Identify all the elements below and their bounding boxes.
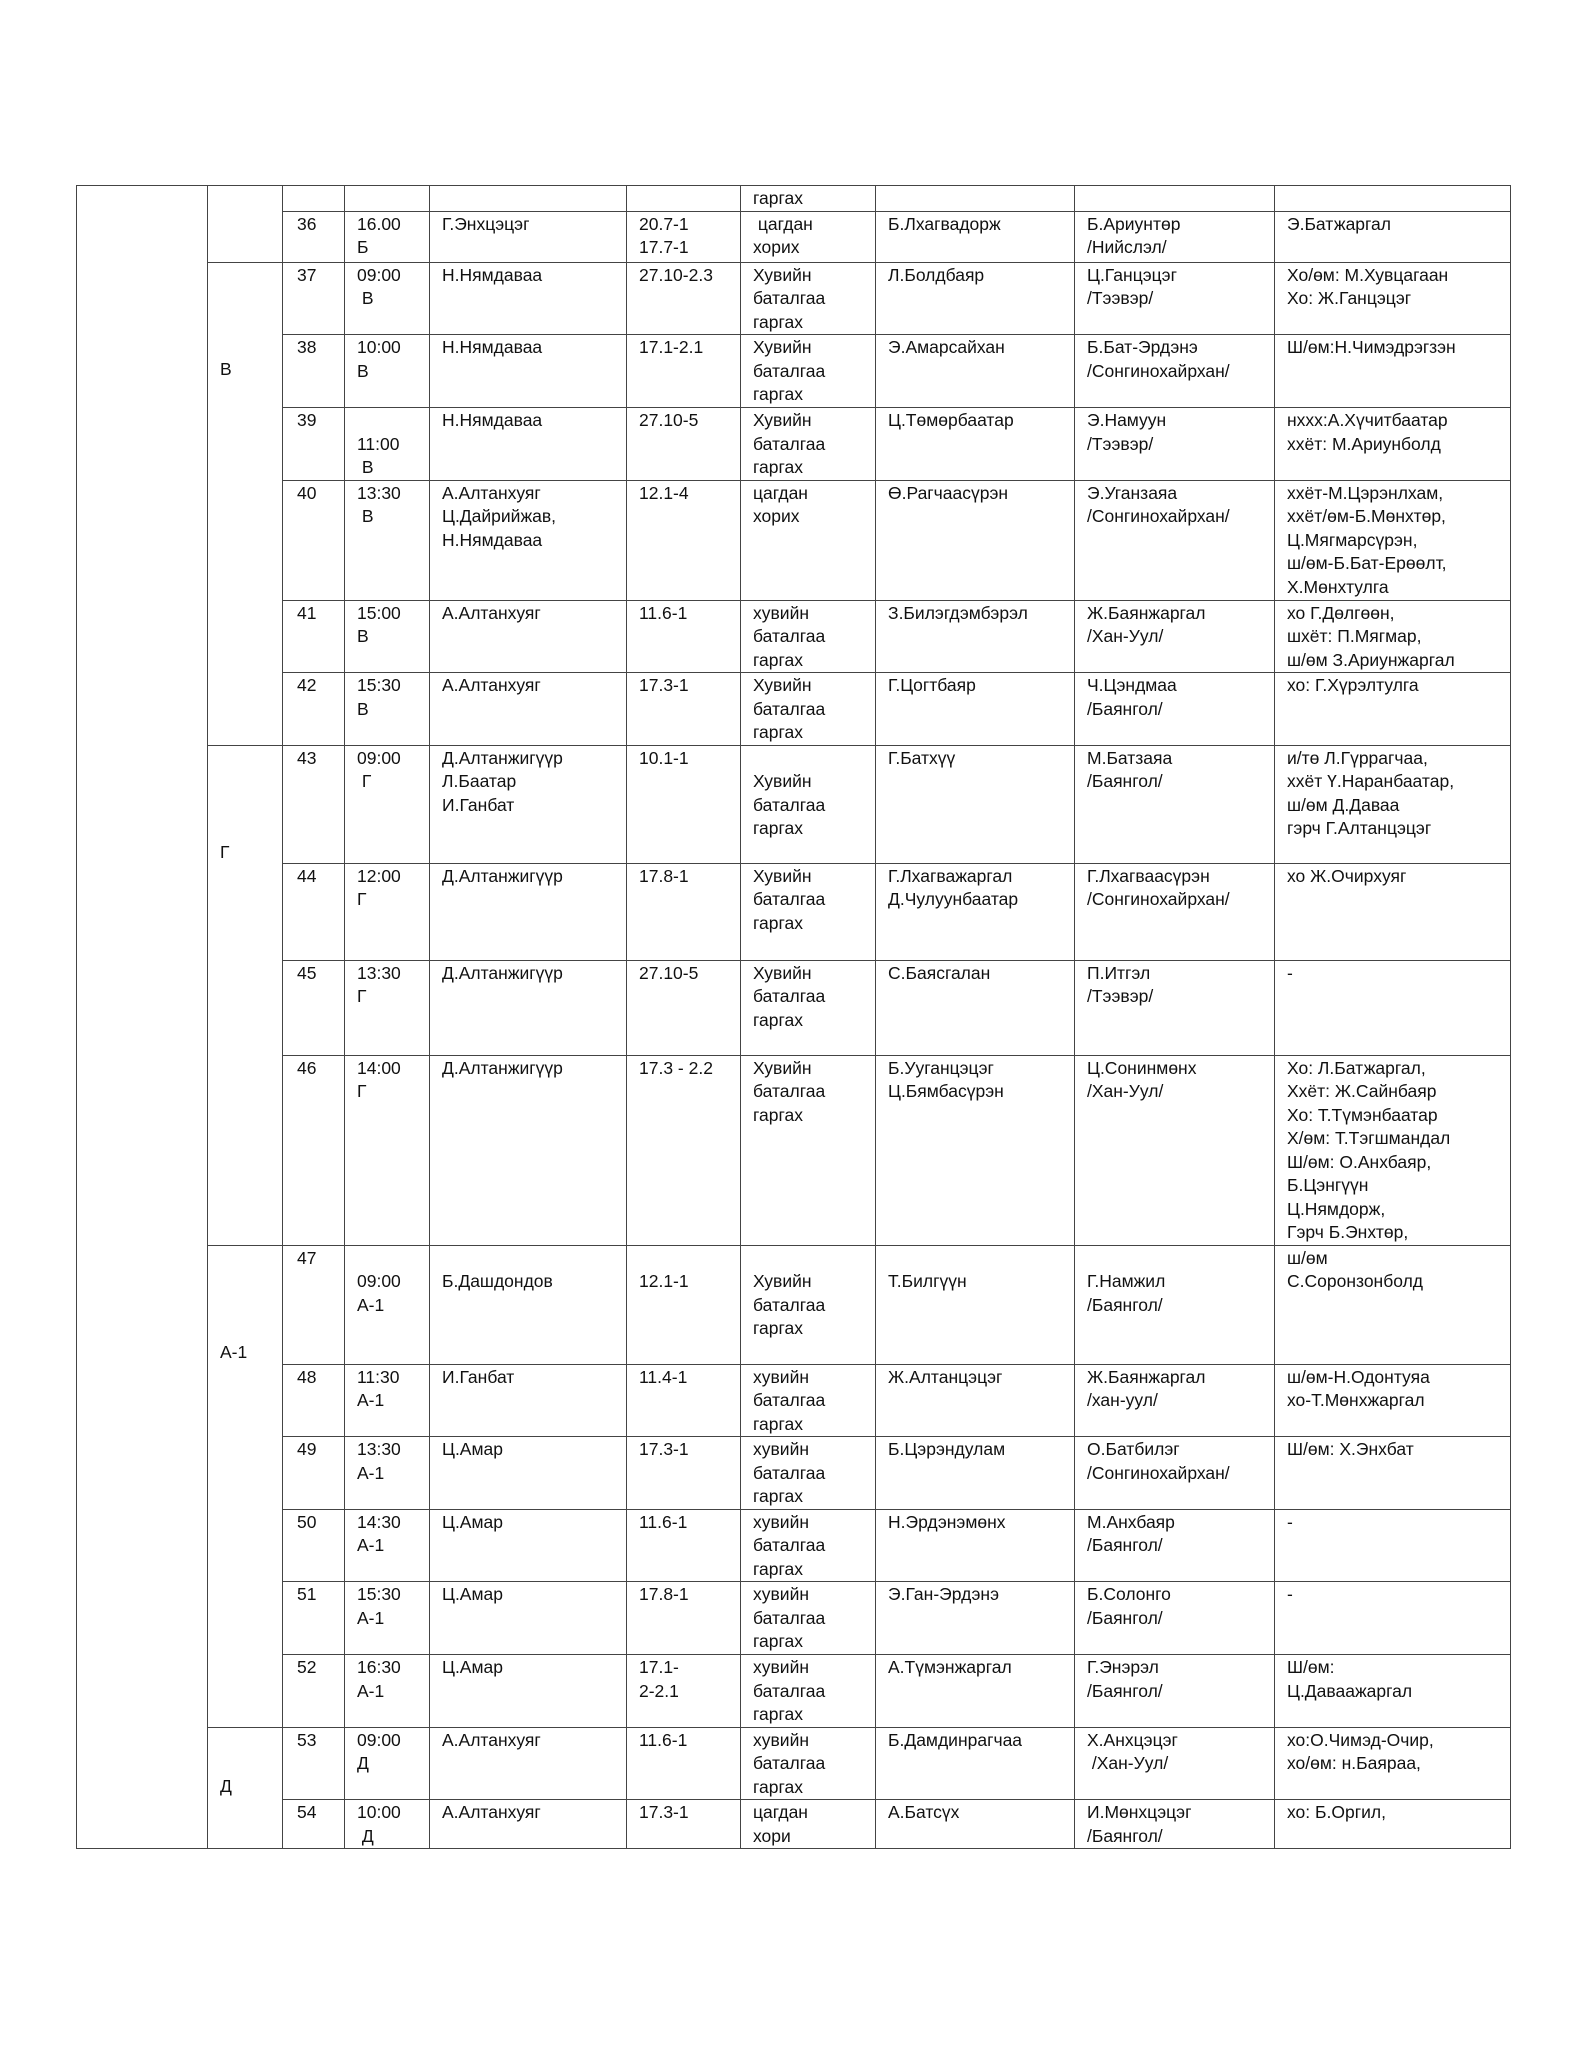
case-number-cell [283,186,345,212]
case-number-cell: 46 [283,1055,345,1245]
courtroom-group-label [208,186,283,263]
criminal-code-article-cell: 11.4-1 [627,1364,741,1437]
hearing-time-room-cell: 16:30 А-1 [345,1655,430,1728]
prosecutor-name-cell: М.Батзаяа /Баянгол/ [1075,745,1275,863]
courtroom-group-label: В [208,262,283,745]
participants-cell: хо Ж.Очирхуяг [1275,863,1511,960]
criminal-code-article-cell: 27.10-5 [627,960,741,1055]
case-number-cell: 43 [283,745,345,863]
judge-name-cell: А.Алтанхуяг [430,600,627,673]
table-row [77,480,1511,600]
measure-requested-cell: хувийн баталгаа гаргах [741,1727,876,1800]
measure-requested-cell: Хувийн баталгаа гаргах [741,673,876,746]
prosecutor-name-cell: Б.Бат-Эрдэнэ /Сонгинохайрхан/ [1075,335,1275,408]
judge-name-cell: А.Алтанхуяг [430,1800,627,1849]
table-row [77,211,1511,262]
measure-requested-cell: Хувийн баталгаа гаргах [741,960,876,1055]
case-number-cell: 53 [283,1727,345,1800]
prosecutor-name-cell: Г.Лхагваасүрэн /Сонгинохайрхан/ [1075,863,1275,960]
table-row [77,745,1511,863]
participants-cell [1275,186,1511,212]
measure-requested-cell: Хувийн баталгаа гаргах [741,262,876,335]
judge-name-cell: Ц.Амар [430,1509,627,1582]
courtroom-group-label: Г [208,745,283,1245]
hearing-time-room-cell: 15:00 В [345,600,430,673]
criminal-code-article-cell: 27.10-2.3 [627,262,741,335]
case-number-cell: 36 [283,211,345,262]
criminal-code-article-cell [627,186,741,212]
participants-cell: Ш/өм: Ц.Даваажаргал [1275,1655,1511,1728]
case-number-cell: 40 [283,480,345,600]
hearing-time-room-cell: 12:00 Г [345,863,430,960]
case-number-cell: 42 [283,673,345,746]
participants-cell: - [1275,1509,1511,1582]
criminal-code-article-cell: 17.3-1 [627,1437,741,1510]
table-row [77,262,1511,335]
prosecutor-name-cell: И.Мөнхцэцэг /Баянгол/ [1075,1800,1275,1849]
hearing-time-room-cell: 11:30 А-1 [345,1364,430,1437]
judge-name-cell: Ц.Амар [430,1582,627,1655]
defendant-name-cell: Б.Ууганцэцэг Ц.Бямбасүрэн [876,1055,1075,1245]
participants-cell: Хо: Л.Батжаргал, Ххёт: Ж.Сайнбаяр Хо: Т.Түмэнбаатар Х/өм: Т.Тэгшмандал Ш/өм: О.Анхбаяр, Б.Цэнгүүн Ц.Нямдорж, Гэрч Б.Энхтөр, [1275,1055,1511,1245]
prosecutor-name-cell: Б.Ариунтөр /Нийслэл/ [1075,211,1275,262]
judge-name-cell [430,186,627,212]
defendant-name-cell: Ж.Алтанцэцэг [876,1364,1075,1437]
table-row [77,408,1511,481]
hearing-time-room-cell: 10:00 В [345,335,430,408]
judge-name-cell: А.Алтанхуяг [430,673,627,746]
prosecutor-name-cell: П.Итгэл /Тээвэр/ [1075,960,1275,1055]
judge-name-cell: Н.Нямдаваа [430,408,627,481]
measure-requested-cell: цагдан хорих [741,480,876,600]
hearing-time-room-cell: 09:00 Г [345,745,430,863]
criminal-code-article-cell: 12.1-4 [627,480,741,600]
defendant-name-cell: Т.Билгүүн [876,1245,1075,1364]
case-number-cell: 41 [283,600,345,673]
table-row [77,1055,1511,1245]
measure-requested-cell: гаргах [741,186,876,212]
hearing-time-room-cell: 16.00 Б [345,211,430,262]
table-row [77,863,1511,960]
prosecutor-name-cell: Ж.Баянжаргал /хан-уул/ [1075,1364,1275,1437]
table-row [77,1437,1511,1510]
criminal-code-article-cell: 20.7-1 17.7-1 [627,211,741,262]
participants-cell: ш/өм С.Соронзонболд [1275,1245,1511,1364]
participants-cell: Хо/өм: М.Хувцагаан Хо: Ж.Ганцэцэг [1275,262,1511,335]
table-row [77,1727,1511,1800]
hearing-time-room-cell: 09:00 Д [345,1727,430,1800]
defendant-name-cell: З.Билэгдэмбэрэл [876,600,1075,673]
table-row [77,1655,1511,1728]
participants-cell: хо: Б.Оргил, [1275,1800,1511,1849]
judge-name-cell: Б.Дашдондов [430,1245,627,1364]
prosecutor-name-cell: Э.Намуун /Тээвэр/ [1075,408,1275,481]
judge-name-cell: Д.Алтанжигүүр [430,1055,627,1245]
hearing-time-room-cell: 09:00 В [345,262,430,335]
measure-requested-cell: цагдан хори [741,1800,876,1849]
judge-name-cell: Н.Нямдаваа [430,335,627,408]
defendant-name-cell: А.Батсүх [876,1800,1075,1849]
measure-requested-cell: хувийн баталгаа гаргах [741,1437,876,1510]
measure-requested-cell: Хувийн баталгаа гаргах [741,863,876,960]
hearing-time-room-cell: 13:30 В [345,480,430,600]
hearing-time-room-cell: 10:00 Д [345,1800,430,1849]
courtroom-group-label: Д [208,1727,283,1849]
participants-cell: хо:О.Чимэд-Очир, хо/өм: н.Баяраа, [1275,1727,1511,1800]
criminal-code-article-cell: 17.1- 2-2.1 [627,1655,741,1728]
defendant-name-cell: Ц.Төмөрбаатар [876,408,1075,481]
table-row [77,186,1511,212]
criminal-code-article-cell: 11.6-1 [627,1509,741,1582]
table-row [77,1364,1511,1437]
table-row [77,1582,1511,1655]
table-row [77,335,1511,408]
hearing-time-room-cell: 13:30 А-1 [345,1437,430,1510]
defendant-name-cell: Н.Эрдэнэмөнх [876,1509,1075,1582]
table-row [77,960,1511,1055]
hearing-time-room-cell [345,186,430,212]
case-number-cell: 49 [283,1437,345,1510]
judge-name-cell: А.Алтанхуяг Ц.Дайрийжав, Н.Нямдаваа [430,480,627,600]
prosecutor-name-cell: Э.Уганзаяа /Сонгинохайрхан/ [1075,480,1275,600]
judge-name-cell: Н.Нямдаваа [430,262,627,335]
defendant-name-cell: Г.Цогтбаяр [876,673,1075,746]
measure-requested-cell: хувийн баталгаа гаргах [741,1364,876,1437]
prosecutor-name-cell: Ж.Баянжаргал /Хан-Уул/ [1075,600,1275,673]
criminal-code-article-cell: 17.8-1 [627,1582,741,1655]
participants-cell: Ш/өм:Н.Чимэдрэгзэн [1275,335,1511,408]
defendant-name-cell: Г.Лхагважаргал Д.Чулуунбаатар [876,863,1075,960]
judge-name-cell: Д.Алтанжигүүр Л.Баатар И.Ганбат [430,745,627,863]
defendant-name-cell: А.Түмэнжаргал [876,1655,1075,1728]
measure-requested-cell: Хувийн баталгаа гаргах [741,1245,876,1364]
criminal-code-article-cell: 27.10-5 [627,408,741,481]
prosecutor-name-cell: Ч.Цэндмаа /Баянгол/ [1075,673,1275,746]
prosecutor-name-cell: Г.Намжил /Баянгол/ [1075,1245,1275,1364]
criminal-code-article-cell: 10.1-1 [627,745,741,863]
case-number-cell: 47 [283,1245,345,1364]
participants-cell: Э.Батжаргал [1275,211,1511,262]
criminal-code-article-cell: 17.3-1 [627,673,741,746]
participants-cell: - [1275,960,1511,1055]
prosecutor-name-cell: Ц.Ганцэцэг /Тээвэр/ [1075,262,1275,335]
participants-cell: - [1275,1582,1511,1655]
defendant-name-cell: Б.Цэрэндулам [876,1437,1075,1510]
prosecutor-name-cell: Х.Анхцэцэг /Хан-Уул/ [1075,1727,1275,1800]
hearing-time-room-cell: 15:30 В [345,673,430,746]
measure-requested-cell: хувийн баталгаа гаргах [741,1655,876,1728]
criminal-code-article-cell: 17.1-2.1 [627,335,741,408]
measure-requested-cell: Хувийн баталгаа гаргах [741,1055,876,1245]
participants-cell: хо: Г.Хүрэлтулга [1275,673,1511,746]
defendant-name-cell: Ө.Рагчаасүрэн [876,480,1075,600]
participants-cell: ш/өм-Н.Одонтуяа хо-Т.Мөнхжаргал [1275,1364,1511,1437]
participants-cell: Ш/өм: Х.Энхбат [1275,1437,1511,1510]
hearing-time-room-cell: 13:30 Г [345,960,430,1055]
judge-name-cell: Ц.Амар [430,1655,627,1728]
case-number-cell: 51 [283,1582,345,1655]
case-number-cell: 54 [283,1800,345,1849]
case-number-cell: 37 [283,262,345,335]
table-row [77,1245,1511,1364]
measure-requested-cell: цагдан хорих [741,211,876,262]
prosecutor-name-cell: Г.Энэрэл /Баянгол/ [1075,1655,1275,1728]
hearing-time-room-cell: 09:00 А-1 [345,1245,430,1364]
defendant-name-cell: Э.Амарсайхан [876,335,1075,408]
judge-name-cell: Д.Алтанжигүүр [430,863,627,960]
defendant-name-cell: Л.Болдбаяр [876,262,1075,335]
hearing-time-room-cell: 11:00 В [345,408,430,481]
judge-name-cell: Г.Энхцэцэг [430,211,627,262]
participants-cell: и/тө Л.Гүррагчаа, ххёт Ү.Наранбаатар, ш/өм Д.Даваа гэрч Г.Алтанцэцэг [1275,745,1511,863]
criminal-code-article-cell: 12.1-1 [627,1245,741,1364]
table-row [77,1800,1511,1849]
criminal-code-article-cell: 11.6-1 [627,1727,741,1800]
defendant-name-cell: Э.Ган-Эрдэнэ [876,1582,1075,1655]
table-row [77,600,1511,673]
judge-name-cell: Ц.Амар [430,1437,627,1510]
criminal-code-article-cell: 17.3 - 2.2 [627,1055,741,1245]
prosecutor-name-cell: М.Анхбаяр /Баянгол/ [1075,1509,1275,1582]
participants-cell: хо Г.Дөлгөөн, шхёт: П.Мягмар, ш/өм З.Ариунжаргал [1275,600,1511,673]
prosecutor-name-cell: Ц.Сонинмөнх /Хан-Уул/ [1075,1055,1275,1245]
case-number-cell: 38 [283,335,345,408]
judge-name-cell: И.Ганбат [430,1364,627,1437]
defendant-name-cell: Б.Дамдинрагчаа [876,1727,1075,1800]
participants-cell: нхxx:А.Хүчитбаатар ххёт: М.Ариунболд [1275,408,1511,481]
criminal-code-article-cell: 11.6-1 [627,600,741,673]
participants-cell: ххёт-М.Цэрэнлхам, ххёт/өм-Б.Мөнхтөр, Ц.Мягмарсүрэн, ш/өм-Б.Бат-Ерөөлт, Х.Мөнхтулга [1275,480,1511,600]
hearing-time-room-cell: 14:30 А-1 [345,1509,430,1582]
judge-name-cell: А.Алтанхуяг [430,1727,627,1800]
schedule-body [77,186,1511,1849]
measure-requested-cell: хувийн баталгаа гаргах [741,1509,876,1582]
case-number-cell: 44 [283,863,345,960]
court-schedule-table [76,185,1511,1849]
defendant-name-cell: Г.Батхүү [876,745,1075,863]
measure-requested-cell: Хувийн баталгаа гаргах [741,408,876,481]
case-number-cell: 39 [283,408,345,481]
table-row [77,1509,1511,1582]
measure-requested-cell: Хувийн баталгаа гаргах [741,335,876,408]
defendant-name-cell [876,186,1075,212]
case-number-cell: 50 [283,1509,345,1582]
judge-name-cell: Д.Алтанжигүүр [430,960,627,1055]
measure-requested-cell: Хувийн баталгаа гаргах [741,745,876,863]
criminal-code-article-cell: 17.3-1 [627,1800,741,1849]
hearing-time-room-cell: 15:30 А-1 [345,1582,430,1655]
prosecutor-name-cell [1075,186,1275,212]
table-row [77,673,1511,746]
defendant-name-cell: Б.Лхагвадорж [876,211,1075,262]
courtroom-group-label: А-1 [208,1245,283,1727]
prosecutor-name-cell: Б.Солонго /Баянгол/ [1075,1582,1275,1655]
measure-requested-cell: хувийн баталгаа гаргах [741,600,876,673]
measure-requested-cell: хувийн баталгаа гаргах [741,1582,876,1655]
outer-column-cell [77,186,208,1849]
prosecutor-name-cell: О.Батбилэг /Сонгинохайрхан/ [1075,1437,1275,1510]
hearing-time-room-cell: 14:00 Г [345,1055,430,1245]
case-number-cell: 52 [283,1655,345,1728]
defendant-name-cell: С.Баясгалан [876,960,1075,1055]
case-number-cell: 45 [283,960,345,1055]
case-number-cell: 48 [283,1364,345,1437]
criminal-code-article-cell: 17.8-1 [627,863,741,960]
